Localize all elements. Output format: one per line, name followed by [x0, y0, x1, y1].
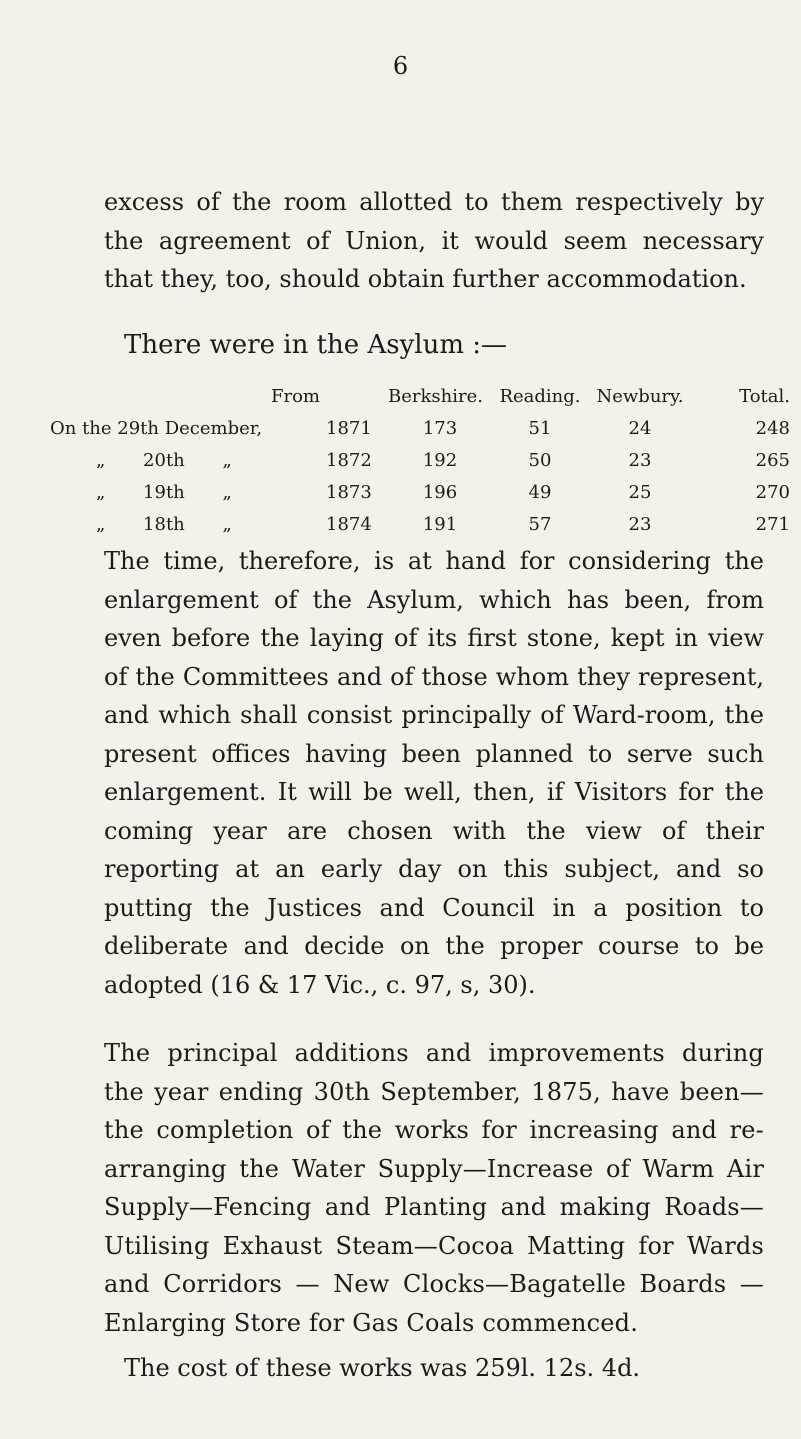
- table-intro: There were in the Asylum :—: [124, 330, 507, 360]
- row-berkshire: 191: [422, 513, 458, 535]
- table-row: [38, 412, 790, 444]
- row-year: 1872: [326, 449, 372, 471]
- paragraph-improvements: The principal additions and improvements during the year ending 30th September, 1875, have been—the completion of the works for increasing and re-arranging the Water Supply—Increase of Warm Air Supply—Fencing and Planting and making Roads—Utilising Exhaust Steam—Cocoa Matting for Wards and Corridors — New Clocks—Bagatelle Boards — Enlarging Store for Gas Coals commenced.: [104, 1039, 764, 1337]
- row-reading: 51: [528, 417, 552, 439]
- header-newbury: Newbury.: [596, 385, 684, 407]
- header-reading: Reading.: [499, 385, 581, 407]
- header-total: Total.: [739, 385, 790, 407]
- table-header-row: [38, 380, 790, 412]
- row-year: 1871: [326, 417, 372, 439]
- row-newbury: 23: [628, 513, 652, 535]
- row-year: 1874: [326, 513, 372, 535]
- table-row: [38, 476, 790, 508]
- row-berkshire: 173: [422, 417, 458, 439]
- row-newbury: 24: [628, 417, 652, 439]
- asylum-population-table: [38, 380, 790, 540]
- table-row: [38, 508, 790, 540]
- row-total: 248: [755, 417, 790, 439]
- page-number: 6: [392, 52, 409, 80]
- row-total: 265: [755, 449, 790, 471]
- paragraph-accommodation: excess of the room allotted to them respectively by the agreement of Union, it would seem necessary that they, too, should obtain further accommodation.: [104, 188, 764, 293]
- paragraph-cost: The cost of these works was 259l. 12s. 4d.: [124, 1354, 641, 1382]
- paragraph-enlargement: The time, therefore, is at hand for considering the enlargement of the Asylum, which has been, from even before the laying of its first stone, kept in view of the Committees and of those whom they represent, and which shall consist principally of Ward-room, the present offices having been planned to serve such enlargement. It will be well, then, if Visitors for the coming year are chosen with the view of their reporting at an early day on this subject, and so putting the Justices and Council in a position to deliberate and decide on the proper course to be adopted (16 & 17 Vic., c. 97, s, 30).: [104, 547, 764, 999]
- row-berkshire: 192: [422, 449, 458, 471]
- row-year: 1873: [326, 481, 372, 503]
- row-date: „ 20th „: [96, 449, 232, 471]
- row-date: „ 19th „: [96, 481, 232, 503]
- row-newbury: 25: [628, 481, 652, 503]
- table-row: [38, 444, 790, 476]
- row-date: On the 29th December,: [50, 417, 263, 439]
- row-total: 270: [755, 481, 790, 503]
- row-total: 271: [755, 513, 790, 535]
- row-berkshire: 196: [422, 481, 458, 503]
- row-reading: 49: [528, 481, 552, 503]
- header-from: From: [271, 385, 320, 407]
- header-berkshire: Berkshire.: [388, 385, 483, 407]
- row-date: „ 18th „: [96, 513, 232, 535]
- row-reading: 50: [528, 449, 552, 471]
- row-reading: 57: [528, 513, 552, 535]
- row-newbury: 23: [628, 449, 652, 471]
